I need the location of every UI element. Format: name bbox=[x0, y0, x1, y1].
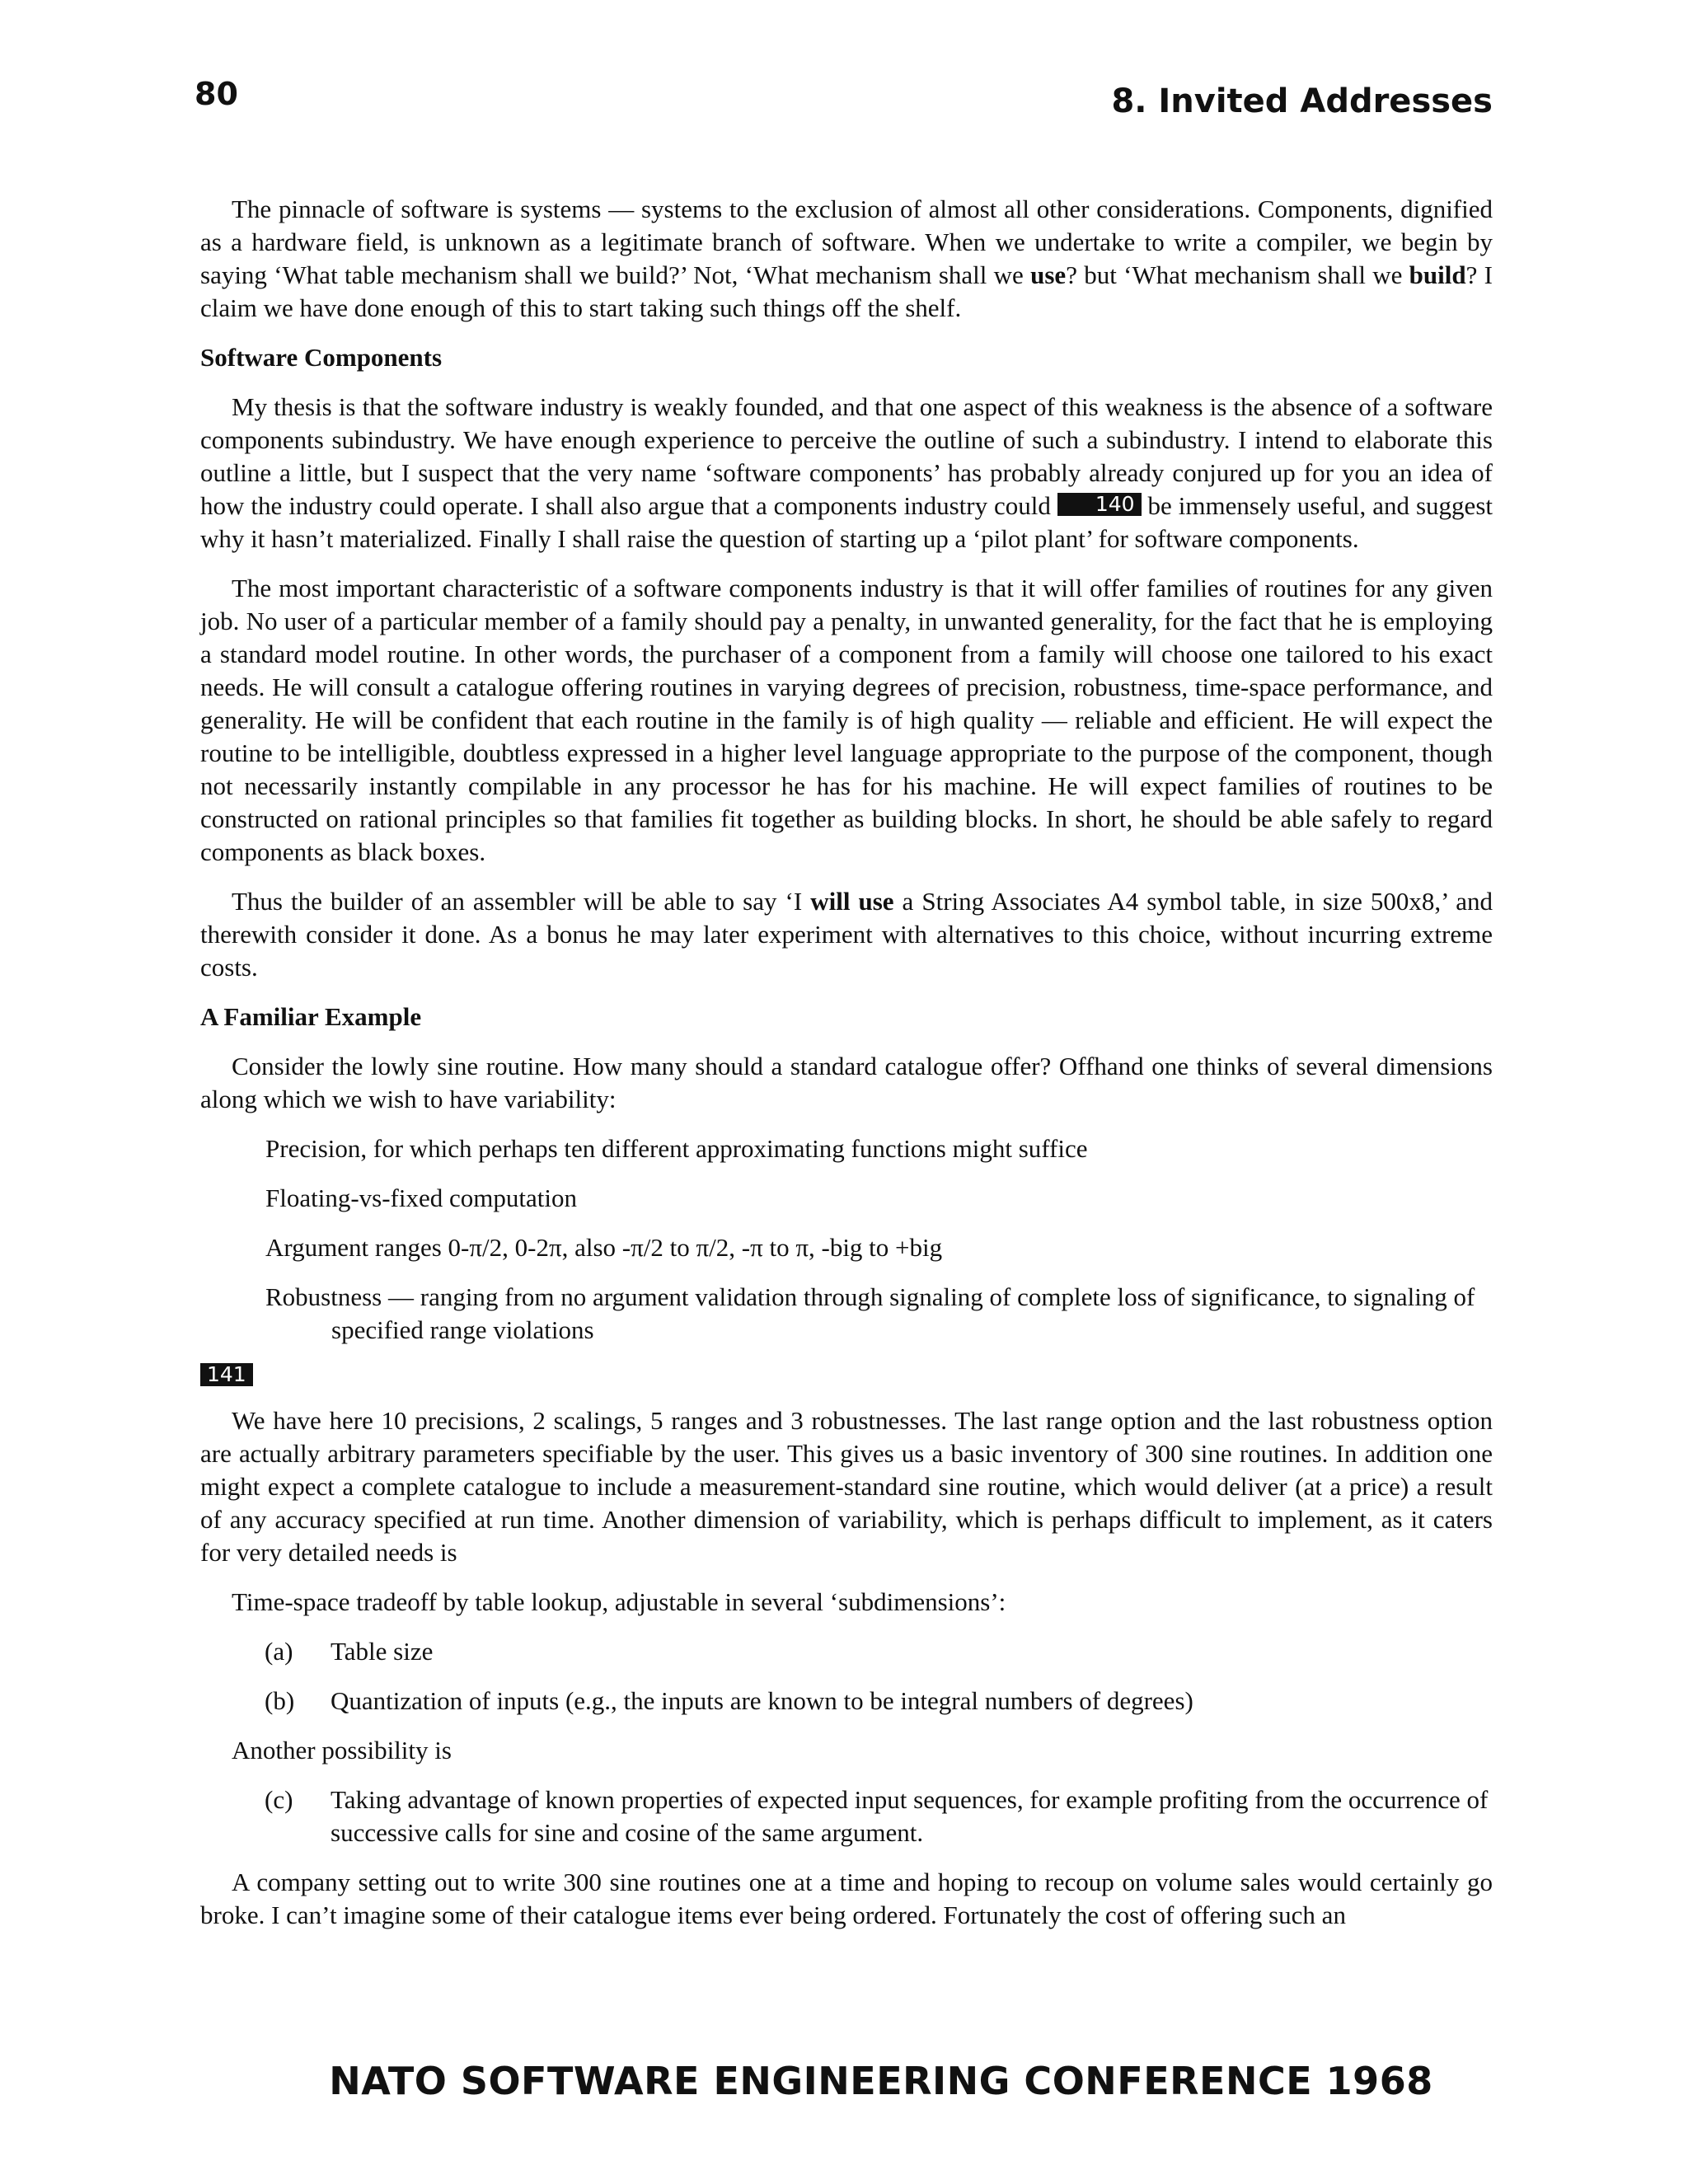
list-item-floating: Floating-vs-fixed computation bbox=[265, 1183, 577, 1212]
paragraph-3: The most important characteristic of a software components industry is that it will offer families of routines for any given job. No user of a particular member of a family should pay a penalty, in unwanted generality, for the fact that he is employing a standard model routine. In other words, the purchaser of a component from a family will choose one tailored to his exact needs. He will consult a catalogue offering routines in varying degrees of precision, robustness, time-space performance, and generality. He will be confident that each routine in the family is of high quality — reliable and efficient. He will expect the routine to be intelligible, doubtless expressed in a higher level language appropriate to the purpose of the component, though not necessarily instantly compilable in any processor he has for his machine. He will expect families of routines to be constructed on rational principles so that families fit together as building blocks. In short, he should be able safely to regard components as black boxes. bbox=[200, 574, 1493, 866]
paragraph-4: Thus the builder of an assembler will be able to say ‘I will use a String Associates A4 symbol table, in size 500x8,’ and therewith consider it done. As a bonus he may later experiment with alternatives to this choice, without incurring extreme costs. bbox=[200, 887, 1493, 982]
heading-software-components: Software Components bbox=[200, 343, 443, 372]
page-number: 80 bbox=[195, 76, 238, 112]
list-item-argument-ranges: Argument ranges 0-π/2, 0-2π, also -π/2 to π/2, -π to π, -big to +big bbox=[265, 1233, 943, 1262]
page-marker-140: 140 bbox=[1057, 493, 1142, 516]
heading-familiar-example: A Familiar Example bbox=[200, 1002, 422, 1031]
paragraph-1: The pinnacle of software is systems — systems to the exclusion of almost all other considerations. Components, dignified as a hardware field, is unknown as a legitimate branch of software. When we undertake to write a compiler, we begin by saying ‘What table mechanism shall we build?’ Not, ‘What mechanism shall we use? but ‘What mechanism shall we build? I claim we have done enough of this to start taking such things off the shelf. bbox=[200, 194, 1493, 322]
paragraph-5: Consider the lowly sine routine. How many should a standard catalogue offer? Offhand one thinks of several dimensions along which we wish to have variability: bbox=[200, 1052, 1493, 1113]
body-text bbox=[200, 193, 1493, 1948]
sub-item-text: Quantization of inputs (e.g., the inputs are known to be integral numbers of degrees) bbox=[331, 1686, 1193, 1715]
paragraph-8: Another possibility is bbox=[232, 1736, 452, 1765]
sub-item-text: Table size bbox=[331, 1637, 434, 1666]
list-item-precision: Precision, for which perhaps ten different approximating functions might suffice bbox=[265, 1134, 1088, 1163]
sub-item-text: Taking advantage of known properties of expected input sequences, for example profiting from the occurrence of successive calls for sine and cosine of the same argument. bbox=[331, 1785, 1489, 1847]
sub-item-b bbox=[200, 1685, 1493, 1718]
emphasis-build: build bbox=[1409, 260, 1466, 289]
paragraph-2: My thesis is that the software industry is weakly founded, and that one aspect of this weakness is the absence of a software components subindustry. We have enough experience to perceive the outline of such a subindustry. I intend to elaborate this outline a little, but I suspect that the very name ‘software components’ has probably already conjured up for you an idea of how the industry could operate. I shall also argue that a components industry could 140 be immensely useful, and suggest why it hasn’t materialized. Finally I shall raise the question of starting up a ‘pilot plant’ for software components. bbox=[200, 392, 1493, 553]
footer-text: NATO SOFTWARE ENGINEERING CONFERENCE 1968 bbox=[329, 2059, 1433, 2103]
conference-footer bbox=[0, 2059, 1688, 2103]
sub-item-c bbox=[200, 1783, 1493, 1849]
paragraph-7: Time-space tradeoff by table lookup, adjustable in several ‘subdimensions’: bbox=[232, 1587, 1006, 1616]
paragraph-6: We have here 10 precisions, 2 scalings, 5 ranges and 3 robustnesses. The last range option and the last robustness option are actually arbitrary parameters specifiable by the user. This gives us a basic inventory of 300 sine routines. In addition one might expect a complete catalogue to include a measurement-standard sine routine, which would deliver (at a price) a result of any accuracy specified at run time. Another dimension of variability, which is perhaps difficult to implement, as it caters for very detailed needs is bbox=[200, 1406, 1493, 1567]
sub-item-a bbox=[200, 1635, 1493, 1668]
sub-item-label: (b) bbox=[265, 1686, 295, 1715]
paragraph-9: A company setting out to write 300 sine routines one at a time and hoping to recoup on volume sales would certainly go broke. I can’t imagine some of their catalogue items ever being ordered. Fortunately the cost of offering such an bbox=[200, 1868, 1493, 1929]
page-marker-141: 141 bbox=[200, 1363, 253, 1386]
emphasis-use: use bbox=[1030, 260, 1067, 289]
list-item-robustness: Robustness — ranging from no argument validation through signaling of complete loss of significance, to signaling of specified range violations bbox=[265, 1282, 1475, 1344]
section-title: 8. Invited Addresses bbox=[1111, 82, 1493, 120]
emphasis-will-use: will use bbox=[810, 887, 894, 916]
sub-item-label: (a) bbox=[265, 1637, 293, 1666]
sub-item-label: (c) bbox=[265, 1785, 293, 1814]
